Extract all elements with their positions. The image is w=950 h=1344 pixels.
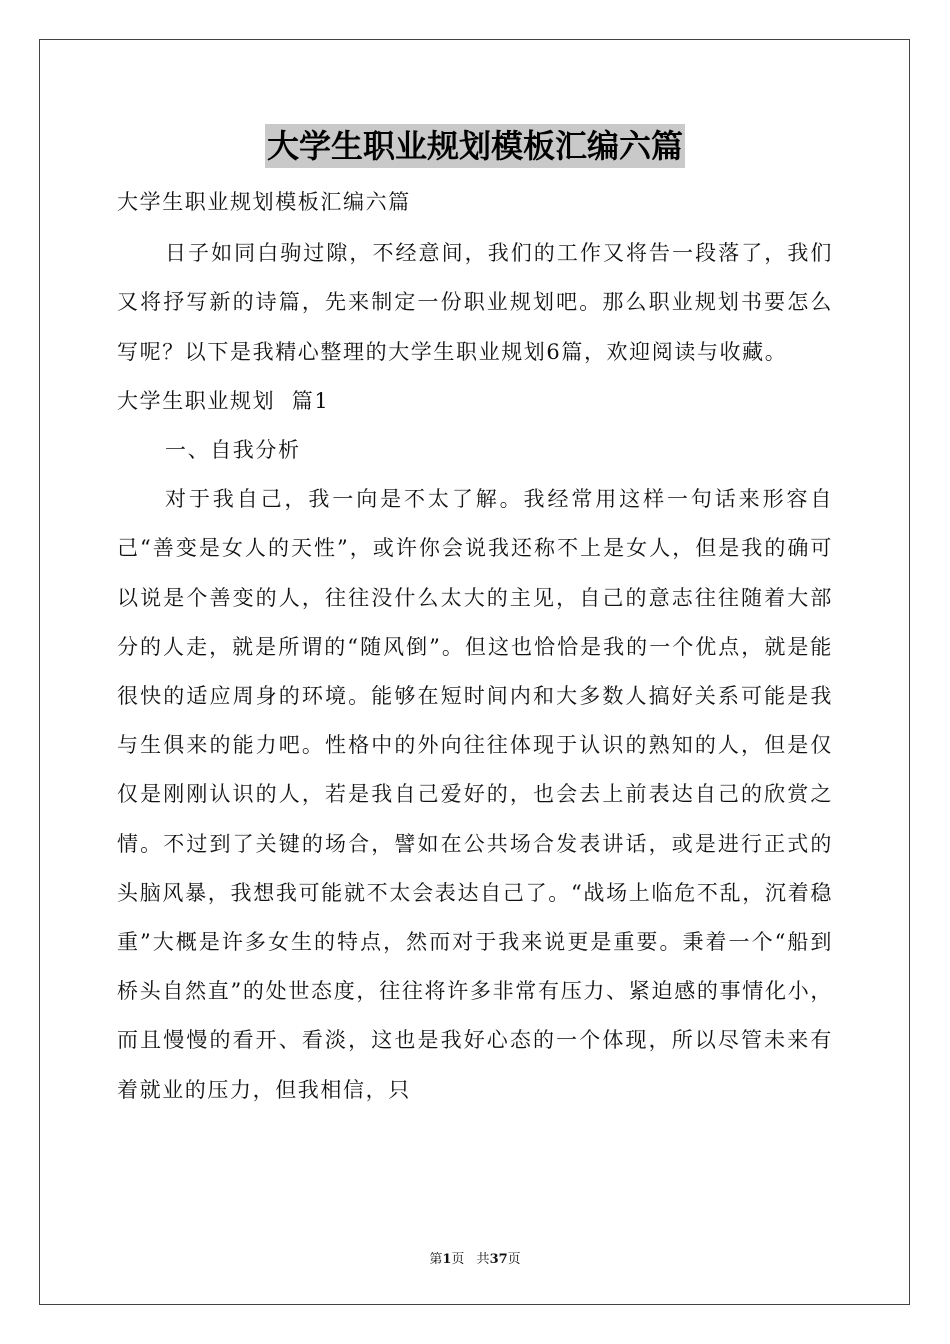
page-number: 1 [442,1252,452,1267]
section-heading: 大学生职业规划 篇1 [117,388,330,413]
page-indicator [429,1252,464,1267]
total-suffix: 页 [507,1252,521,1267]
sub-heading: 一、自我分析 [165,438,301,463]
body-paragraph: 对于我自己，我一向是不太了解。我经常用这样一句话来形容自己“善变是女人的天性”，或许你会说我还称不上是女人，但是我的确可以说是个善变的人，往往没什么太大的主见，自己的意志往往随着大部分的人走，就是所谓的“随风倒”。但这也恰恰是我的一个优点，就是能很快的适应周身的环境。能够在短时间内和大多数人搞好关系可能是我与生俱来的能力吧。性格中的外向往往体现于认识的熟知的人，但是仅仅是刚刚认识的人，若是我自己爱好的，也会去上前表达自己的欣赏之情。不过到了关键的场合，譬如在公共场合发表讲话，或是进行正式的头脑风暴，我想我可能就不太会表达自己了。“战场上临危不乱，沉着稳重”大概是许多女生的特点，然而对于我来说更是重要。秉着一个“船到桥头自然直”的处世态度，往往将许多非常有压力、紧迫感的事情化小，而且慢慢的看开、看淡，这也是我好心态的一个体现，所以尽管未来有着就业的压力，但我相信，只 [117,487,833,1102]
page-prefix: 第 [429,1252,443,1267]
document-title-wrapper [0,124,950,168]
document-title: 大学生职业规划模板汇编六篇 [265,124,685,168]
document-subtitle: 大学生职业规划模板汇编六篇 [117,190,411,214]
total-pages: 37 [489,1252,508,1267]
document-body [117,178,833,1115]
intro-paragraph: 日子如同白驹过隙，不经意间，我们的工作又将告一段落了，我们又将抒写新的诗篇，先来制定一份职业规划吧。那么职业规划书要怎么写呢？以下是我精心整理的大学生职业规划6篇，欢迎阅读与收藏。 [117,241,833,364]
page-suffix: 页 [451,1252,465,1267]
total-prefix: 共 [476,1252,490,1267]
page-footer [0,1248,950,1267]
total-indicator [477,1252,521,1267]
